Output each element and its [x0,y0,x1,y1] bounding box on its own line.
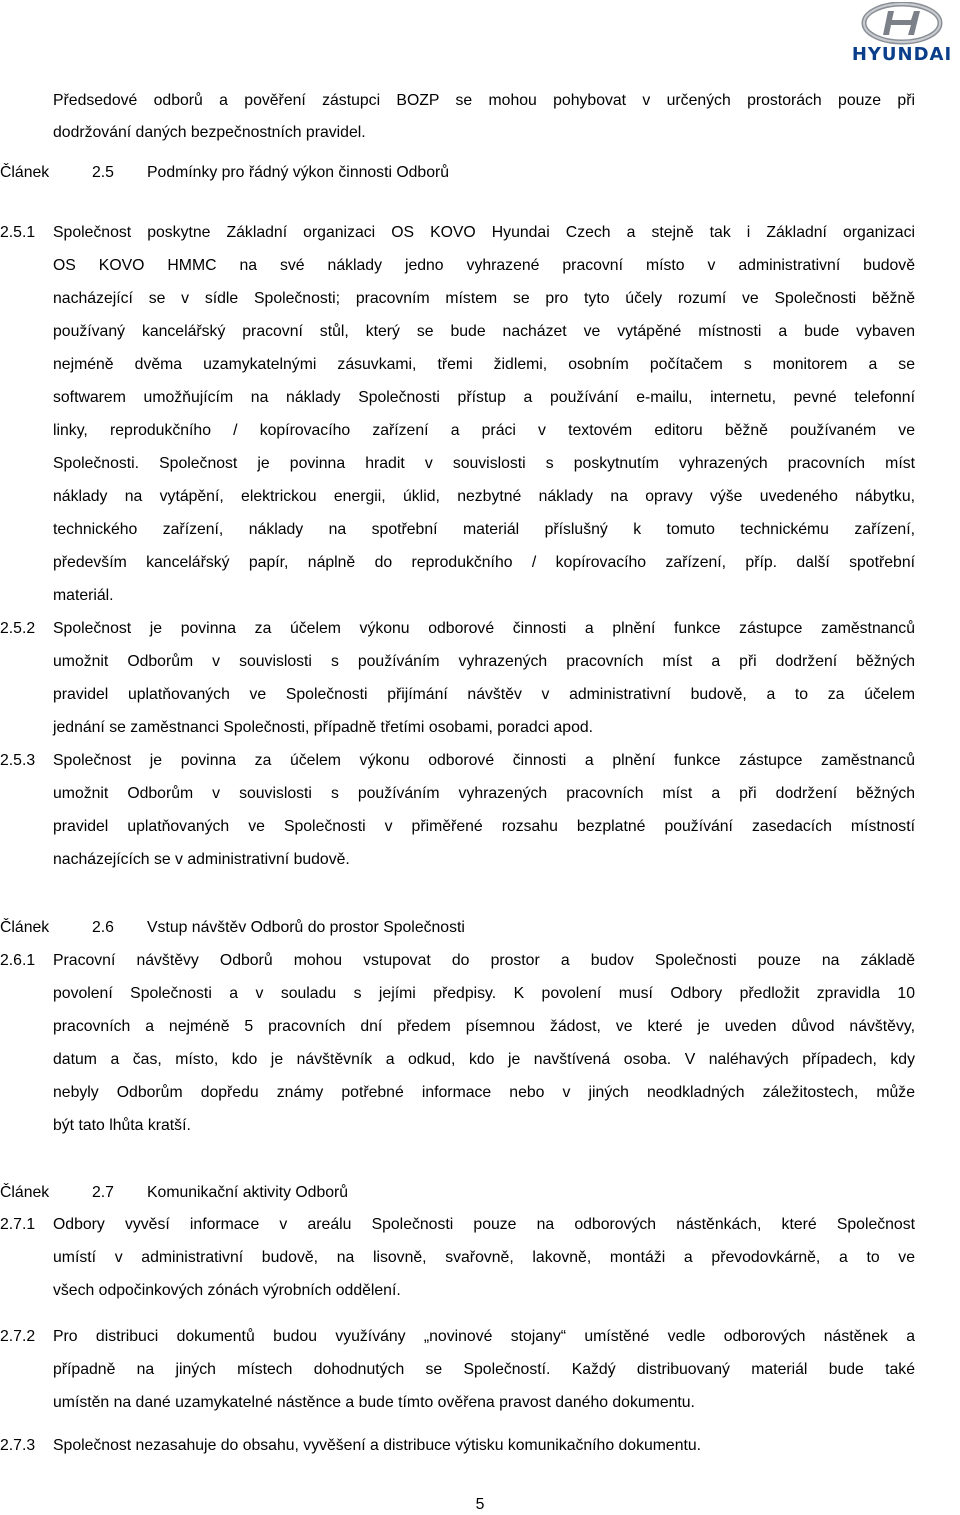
paragraph-line: umístěn na dané uzamykatelné nástěnce a bude tímto ověřena pravost daného dokumentu. [53,1394,695,1411]
paragraph-line: být tato lhůta kratší. [53,1117,191,1134]
paragraph-line: především kancelářský papír, náplně do reprodukčního / kopírovacího zařízení, příp. další spotřební [53,554,915,571]
logo-wordmark: HYUNDAI [851,44,953,65]
paragraph-line: Společnosti. Společnost je povinna hradit v souvislosti s poskytnutím vyhrazených pracovních míst [53,455,915,472]
paragraph-number: 2.7.1 [0,1216,36,1233]
paragraph-line: materiál. [53,587,114,604]
paragraph-line: pravidel uplatňovaných ve Společnosti v přiměřené rozsahu bezplatné používání zasedacích místností [53,818,915,835]
section-heading-2-6 [0,918,465,938]
paragraph-line: pracovních a nejméně 5 pracovních dní předem písemnou žádost, ve které je uveden důvod návštěvy, [53,1018,915,1035]
paragraph-line: nebyly Odborům dopředu známy potřebné informace nebo v jiných neodkladných záležitostech, může [53,1084,915,1101]
page-number: 5 [475,1496,485,1513]
paragraph-line: Odbory vyvěsí informace v areálu Společnosti pouze na odborových nástěnkách, které Společnost [53,1216,915,1233]
paragraph-number: 2.5.1 [0,224,36,241]
paragraph-line: nejméně dvěma uzamykatelnými zásuvkami, třemi židlemi, osobním počítačem s monitorem a se [53,356,915,373]
paragraph-line: všech odpočinkových zónách výrobních oddělení. [53,1282,401,1299]
paragraph-number: 2.5.3 [0,752,36,769]
heading-word: Článek [0,1184,50,1201]
paragraph-number: 2.6.1 [0,952,36,969]
paragraph-line: umožnit Odborům v souvislosti s používáním vyhrazených pracovních míst a při dodržení běžných [53,785,915,802]
paragraph-line: Společnost je povinna za účelem výkonu odborové činnosti a plnění funkce zástupce zaměstnanců [53,620,915,637]
paragraph-line: softwarem umožňujícím na náklady Společnosti přístup a používání e-mailu, internetu, pevné telefonní [53,389,915,406]
paragraph-line: Společnost nezasahuje do obsahu, vyvěšení a distribuce výtisku komunikačního dokumentu. [53,1437,702,1454]
paragraph-line: případně na jiných místech dohodnutých se Společností. Každý distribuovaný materiál bude také [53,1361,915,1378]
hyundai-emblem-icon [848,2,956,46]
heading-number: 2.5 [92,164,114,181]
paragraph-line: pravidel uplatňovaných ve Společnosti přijímání návštěv v administrativní budově, a to za účelem [53,686,915,703]
paragraph-line: umožnit Odborům v souvislosti s používáním vyhrazených pracovních míst a při dodržení běžných [53,653,915,670]
paragraph-number: 2.7.2 [0,1328,36,1345]
paragraph-line: technického zařízení, náklady na spotřební materiál příslušný k tomuto technickému zařízení, [53,521,915,538]
intro-line: Předsedové odborů a pověření zástupci BOZP se mohou pohybovat v určených prostorách pouze při [53,92,915,109]
paragraph-line: linky, reprodukčního / kopírovacího zařízení a práci v textovém editoru běžně používaném ve [53,422,915,439]
paragraph-line: náklady na vytápění, elektrickou energii, úklid, nezbytné náklady na opravy výše uvedeného nábytku, [53,488,915,505]
paragraph-line: nacházející se v sídle Společnosti; pracovním místem se pro tyto účely rozumí ve Společnosti běžně [53,290,915,307]
paragraph-line: používaný kancelářský pracovní stůl, který se bude nacházet ve vytápěné místnosti a bude vybaven [53,323,915,340]
paragraph-line: Pro distribuci dokumentů budou využívány „novinové stojany“ umístěné vedle odborových nástěnek a [53,1328,915,1345]
heading-word: Článek [0,164,50,181]
paragraph-line: Pracovní návštěvy Odborů mohou vstupovat do prostor a budov Společnosti pouze na základě [53,952,915,969]
paragraph-line: nacházejících se v administrativní budově. [53,851,350,868]
section-heading-2-7 [0,1183,348,1203]
paragraph-line: umístí v administrativní budově, na lisovně, svařovně, lakovně, montáži a převodovkárně, a to ve [53,1249,915,1266]
section-heading-2-5 [0,163,449,183]
intro-line: dodržování daných bezpečnostních pravidel. [53,124,366,141]
paragraph-line: jednání se zaměstnanci Společnosti, případně třetími osobami, poradci apod. [53,719,594,736]
paragraph-line: OS KOVO HMMC na své náklady jedno vyhrazené pracovní místo v administrativní budově [53,257,915,274]
heading-title: Podmínky pro řádný výkon činnosti Odborů [147,164,450,181]
paragraph-line: datum a čas, místo, kdo je návštěvník a odkud, kdo je navštívená osoba. V naléhavých případech, kdy [53,1051,915,1068]
paragraph-line: povolení Společnosti a v souladu s jejími předpisy. K povolení musí Odbory předložit zpravidla 10 [53,985,915,1002]
heading-title: Komunikační aktivity Odborů [147,1184,349,1201]
paragraph-line: Společnost je povinna za účelem výkonu odborové činnosti a plnění funkce zástupce zaměstnanců [53,752,915,769]
paragraph-number: 2.7.3 [0,1437,36,1454]
heading-number: 2.7 [92,1184,114,1201]
heading-word: Článek [0,919,50,936]
paragraph-number: 2.5.2 [0,620,36,637]
heading-title: Vstup návštěv Odborů do prostor Společnosti [147,919,465,936]
paragraph-line: Společnost poskytne Základní organizaci OS KOVO Hyundai Czech a stejně tak i Základní organizaci [53,224,915,241]
hyundai-logo [848,2,956,64]
heading-number: 2.6 [92,919,114,936]
